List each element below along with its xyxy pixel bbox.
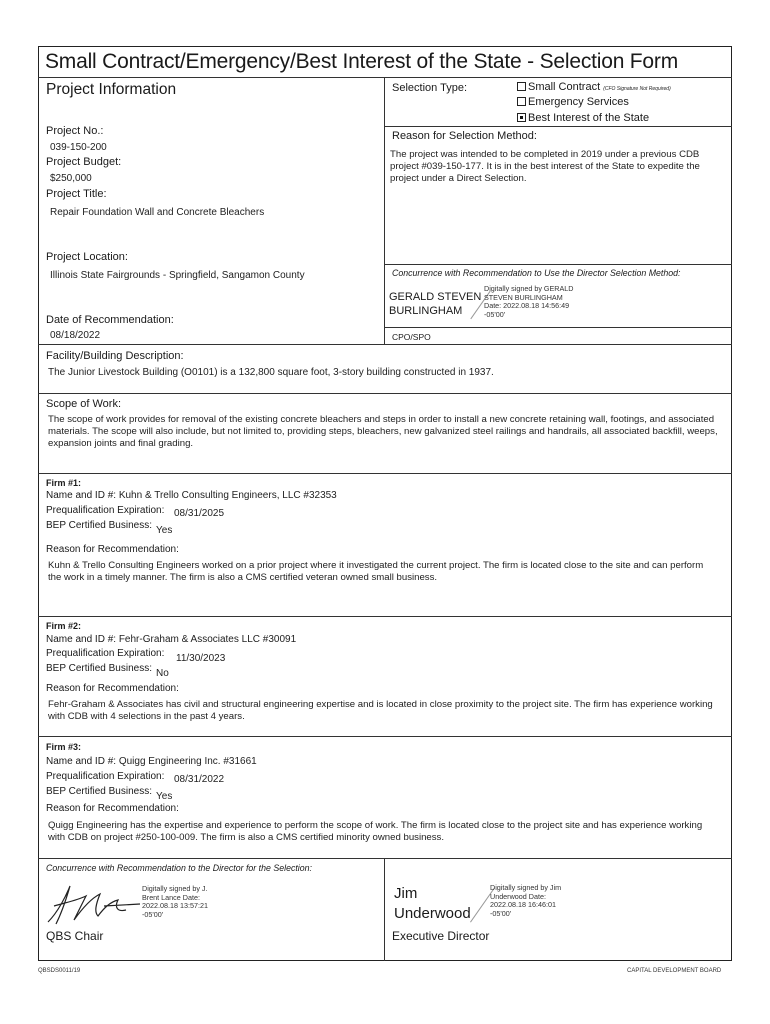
firm3-reason: Quigg Engineering has the expertise and experience to perform the scope of work. The firm is located close to the project site and has experience working with CDB on project #250-100-009. The firm is also a CMS certified minority owned business.	[48, 820, 703, 843]
form-title: Small Contract/Emergency/Best Interest of the State - Selection Form	[45, 50, 679, 73]
project-budget: $250,000	[50, 173, 92, 184]
qbs-chair-handwritten-signature	[44, 882, 144, 928]
firm3-prequal: 08/31/2022	[174, 774, 225, 785]
firm1-bep-label: BEP Certified Business:	[46, 520, 152, 531]
divider-vertical-bottom	[384, 858, 385, 961]
firm1-reason-label: Reason for Recommendation:	[46, 544, 179, 555]
best-interest-checkbox[interactable]	[517, 113, 526, 122]
project-section-title: Project Information	[46, 81, 177, 98]
emergency-services-label: Emergency Services	[528, 96, 629, 108]
firm3-reason-label: Reason for Recommendation:	[46, 803, 179, 814]
firm2-heading: Firm #2:	[46, 621, 82, 631]
facility-label: Facility/Building Description:	[46, 350, 184, 362]
divider-project	[38, 344, 732, 345]
project-number: 039-150-200	[50, 142, 107, 153]
option-best-interest[interactable]	[517, 112, 649, 124]
firm3-bep: Yes	[156, 791, 173, 802]
cpo-name-line2: BURLINGHAM	[389, 305, 463, 317]
firm2-bep-label: BEP Certified Business:	[46, 663, 152, 674]
small-contract-label: Small Contract	[528, 81, 601, 93]
firm1-prequal: 08/31/2025	[174, 508, 225, 519]
divider-firm1	[38, 616, 732, 617]
divider-firm3	[38, 858, 732, 859]
cpo-digital-signature: Digitally signed by GERALD STEVEN BURLINGHAM Date: 2022.08.18 14:56:49 -05'00'	[484, 284, 574, 319]
scope-text: The scope of work provides for removal of the existing concrete bleachers and steps in order to install a new concrete retaining wall, footings, and associated materials. The scope will also include, but not limited to, providing steps, bleachers, new galvanized steel railings and handrails, all associated backfill, weeps, expansion joints and final grading.	[48, 414, 718, 449]
firm2-reason: Fehr-Graham & Associates has civil and structural engineering expertise and is located in close proximity to the project site. The firm has experience working with CDB with 4 selections in the past 4 years.	[48, 699, 713, 722]
divider-scope	[38, 473, 732, 474]
divider-title	[38, 77, 732, 78]
footer-agency: CAPITAL DEVELOPMENT BOARD	[627, 968, 722, 974]
recommendation-date-label: Date of Recommendation:	[46, 314, 174, 326]
executive-signature-name	[394, 884, 471, 924]
qbs-chair-digital-signature: Digitally signed by J. Brent Lance Date: 2022.08.18 13:57:21 -05'00'	[142, 884, 208, 919]
scope-label: Scope of Work:	[46, 398, 121, 410]
emergency-services-checkbox[interactable]	[517, 97, 526, 106]
firm2-name-label: Name and ID #:	[46, 634, 117, 645]
footer-form-code: QBSDS0011/19	[38, 968, 81, 974]
firm2-name: Fehr-Graham & Associates LLC #30091	[118, 634, 297, 645]
divider-cpo	[384, 327, 732, 328]
executive-digital-signature: Digitally signed by Jim Underwood Date: 2022.08.18 16:46:01 -05'00'	[490, 883, 562, 918]
project-title: Repair Foundation Wall and Concrete Bleachers	[50, 207, 265, 218]
project-location-label: Project Location:	[46, 251, 128, 263]
selection-type-label: Selection Type:	[392, 82, 468, 94]
firm1-prequal-label: Prequalification Expiration:	[46, 505, 165, 516]
reason-method-label: Reason for Selection Method:	[392, 130, 537, 142]
project-budget-label: Project Budget:	[46, 156, 122, 168]
small-contract-checkbox[interactable]	[517, 82, 526, 91]
firm2-bep: No	[156, 668, 169, 679]
firm3-name-row	[46, 756, 257, 767]
executive-name-line2: Underwood	[394, 905, 471, 922]
firm1-name-label: Name and ID #:	[46, 490, 117, 501]
firm1-name: Kuhn & Trello Consulting Engineers, LLC #32353	[118, 490, 337, 501]
firm3-name-label: Name and ID #:	[46, 756, 117, 767]
firm1-heading: Firm #1:	[46, 478, 82, 488]
firm3-bep-label: BEP Certified Business:	[46, 786, 152, 797]
firm3-prequal-label: Prequalification Expiration:	[46, 771, 165, 782]
firm2-prequal-label: Prequalification Expiration:	[46, 648, 165, 659]
cpo-signature-name	[389, 290, 481, 318]
small-contract-note: (CFO Signature Not Required)	[603, 86, 671, 92]
option-small-contract[interactable]	[517, 81, 671, 93]
firm3-heading: Firm #3:	[46, 742, 82, 752]
facility-text: The Junior Livestock Building (O0101) is a 132,800 square foot, 3-story building constructed in 1937.	[48, 367, 494, 378]
divider-vertical-top	[384, 77, 385, 344]
divider-selection-type	[384, 126, 732, 127]
option-emergency-services[interactable]	[517, 96, 629, 108]
divider-reason	[384, 264, 732, 265]
executive-name-line1: Jim	[394, 885, 418, 902]
divider-firm2	[38, 736, 732, 737]
divider-facility	[38, 393, 732, 394]
firm2-prequal: 11/30/2023	[176, 653, 226, 664]
firm3-name: Quigg Engineering Inc. #31661	[118, 756, 257, 767]
firm1-bep: Yes	[156, 525, 173, 536]
project-location: Illinois State Fairgrounds - Springfield, Sangamon County	[50, 270, 305, 281]
project-number-label: Project No.:	[46, 125, 104, 137]
qbs-chair-role: QBS Chair	[46, 929, 104, 943]
project-title-label: Project Title:	[46, 188, 107, 200]
recommendation-date: 08/18/2022	[50, 330, 101, 341]
firm1-name-row	[46, 490, 337, 501]
best-interest-label: Best Interest of the State	[528, 112, 650, 124]
cpo-name-line1: GERALD STEVEN	[389, 291, 482, 303]
executive-role: Executive Director	[392, 929, 490, 943]
firm2-reason-label: Reason for Recommendation:	[46, 683, 179, 694]
reason-method-text: The project was intended to be completed in 2019 under a previous CDB project #039-150-177. It is in the best interest of the State to expedite the project under a Direct Selection.	[390, 149, 700, 184]
concurrence-director-label: Concurrence with Recommendation to the Director for the Selection:	[46, 863, 312, 873]
cpo-role: CPO/SPO	[392, 332, 431, 342]
firm1-reason: Kuhn & Trello Consulting Engineers worked on a prior project where it investigated the current project. The firm is located close to the site and can perform the work in a timely manner. The firm is also a CMS certified veteran owned small business.	[48, 560, 704, 583]
concurrence-director-method-label: Concurrence with Recommendation to Use the Director Selection Method:	[392, 268, 681, 278]
firm2-name-row	[46, 634, 296, 645]
